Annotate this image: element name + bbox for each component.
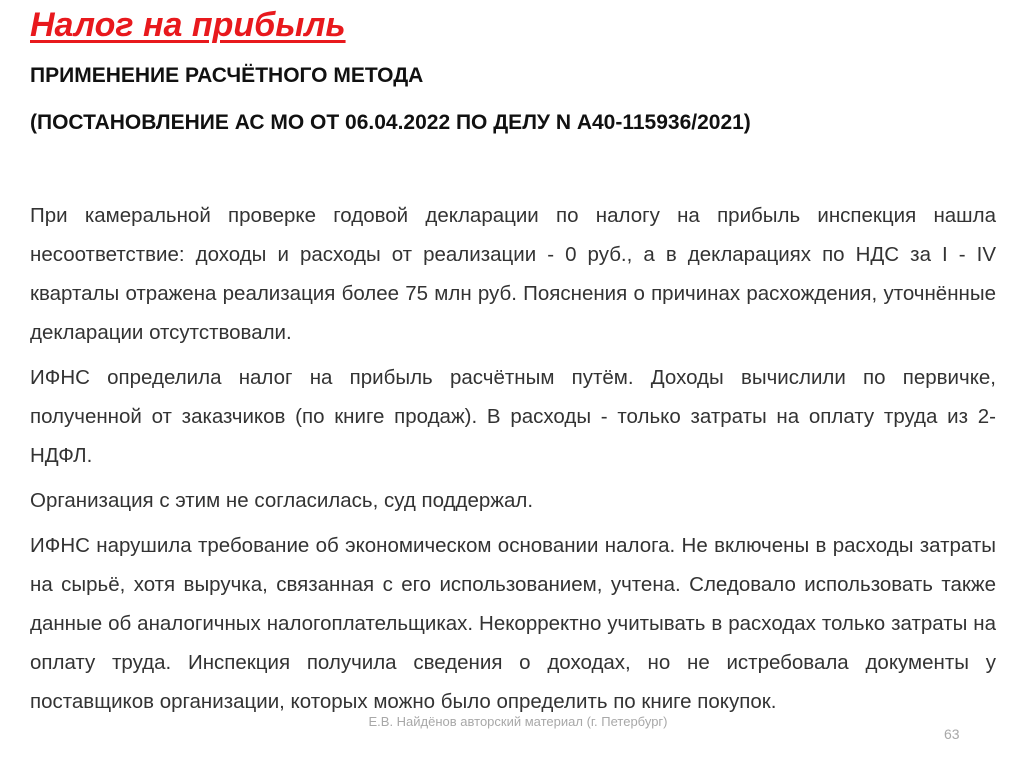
paragraph-tax-calculation: ИФНС определила налог на прибыль расчётным путём. Доходы вычислили по первичке, полученной от заказчиков (по книге продаж). В расходы - только затраты на оплату труда из 2-НДФЛ. [30,366,996,467]
slide-body [30,196,996,721]
subtitle-method: ПРИМЕНЕНИЕ РАСЧЁТНОГО МЕТОДА [30,64,424,87]
paragraph-court-decision: Организация с этим не согласилась, суд поддержал. [30,489,534,512]
paragraph-court-reasoning: ИФНС нарушила требование об экономическом основании налога. Не включены в расходы затраты на сырьё, хотя выручка, связанная с его использованием, учтена. Следовало использовать также данные об аналогичных налогоплательщиках. Некорректно учитывать в расходах только затраты на оплату труда. Инспекция получила сведения о доходах, но не истребовала документы у поставщиков организации, которых можно было определить по книге покупок. [30,534,996,713]
page-number: 63 [944,726,960,742]
subtitle-court-ruling: (ПОСТАНОВЛЕНИЕ АС МО ОТ 06.04.2022 ПО ДЕЛУ N А40-115936/2021) [30,111,751,134]
author-footer: Е.В. Найдёнов авторский материал (г. Петербург) [368,714,668,729]
paragraph-audit-findings: При камеральной проверке годовой декларации по налогу на прибыль инспекция нашла несоответствие: доходы и расходы от реализации - 0 руб., а в декларациях по НДС за I - IV кварталы отражена реализация более 75 млн руб. Пояснения о причинах расхождения, уточнённые декларации отсутствовали. [30,204,996,344]
slide-title: Налог на прибыль [30,6,346,44]
